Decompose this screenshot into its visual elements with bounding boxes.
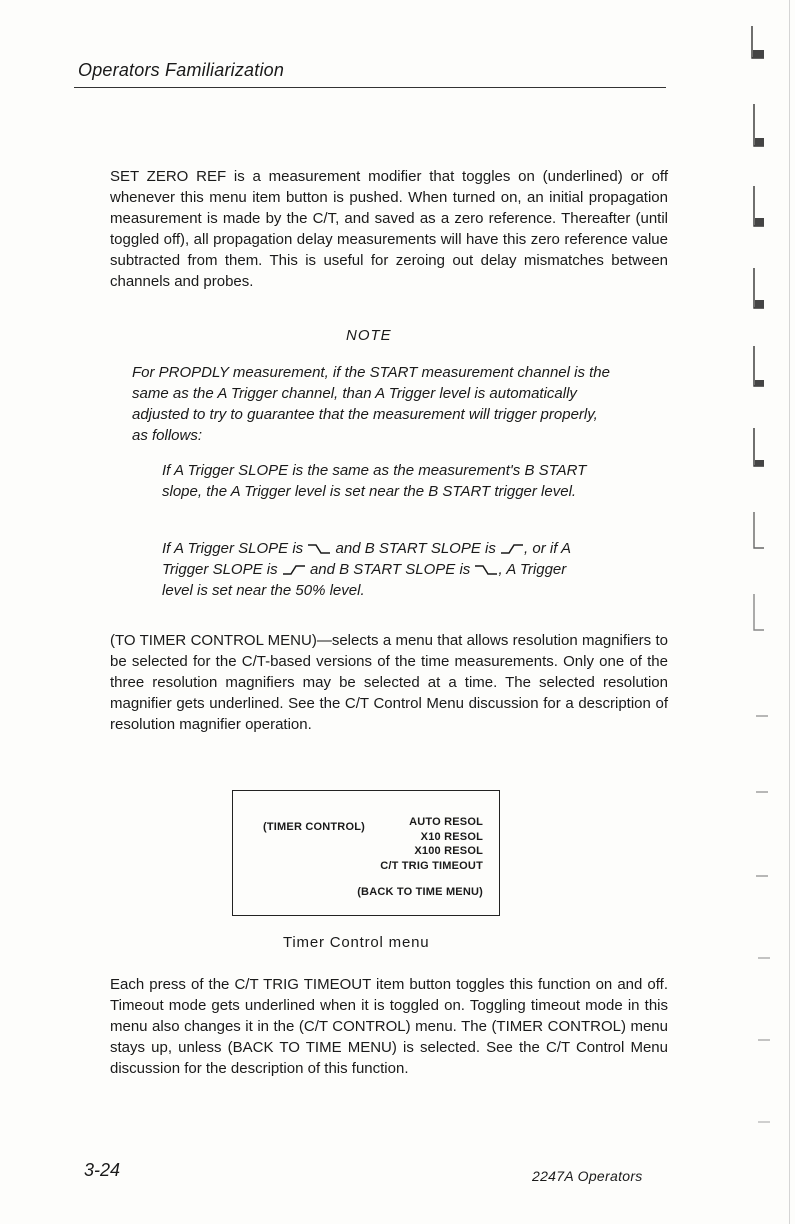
tab-fill-1 <box>753 50 764 58</box>
rising-edge-icon <box>500 543 524 555</box>
menu-spacer <box>357 873 483 885</box>
header-rule <box>74 87 666 88</box>
section-header-title: Operators Familiarization <box>78 60 285 80</box>
paragraph-set-zero-ref: SET ZERO REF is a measurement modifier that toggles on (underlined) or off whenever this menu item button is pushed. When turned on, an initial propagation measurement is made by the C/T, and saved as a zero reference. Thereafter (until toggled off), all propagation delay measurements will have this zero reference value subtracted from them. This is useful for zeroing out delay mismatches between channels and probes. <box>110 168 668 290</box>
note-item-same-slope: If A Trigger SLOPE is the same as the measurement's B START slope, the A Trigger level is set near the B START trigger level. <box>162 462 587 500</box>
tab-fill-6 <box>755 460 764 466</box>
timer-control-menu-figure <box>232 790 500 916</box>
falling-edge-icon <box>307 543 331 555</box>
note-item2-text-2: and B START SLOPE is <box>335 540 496 557</box>
note-item2-text-3: , or if A Trigger SLOPE is <box>162 540 571 578</box>
note-item2-text-4: and B START SLOPE is <box>309 561 471 578</box>
note-body: For PROPDLY measurement, if the START measurement channel is the same as the A Trigger channel, than A Trigger level is automatically adjusted to try to guarantee that the measurement will trigger properly, as follows: <box>132 364 610 444</box>
paragraph-timer-control-menu: (TO TIMER CONTROL MENU)—selects a menu that allows resolution magnifiers to be selected for the C/T-based versions of the time measurements. Only one of the three resolution magnifiers may be selected at a time. The selected resolution magnifier gets underlined. See the C/T Control Menu discussion for a description of resolution magnifier operation. <box>110 632 668 733</box>
menu-item-auto-resol: AUTO RESOL <box>409 816 483 828</box>
menu-item-x10-resol: X10 RESOL <box>420 830 483 843</box>
figure-caption: Timer Control menu <box>283 934 430 951</box>
menu-item-list <box>357 815 483 900</box>
note-heading: NOTE <box>346 327 392 344</box>
menu-item-back-to-time-menu: (BACK TO TIME MENU) <box>357 886 483 898</box>
tab-fill-4 <box>755 300 764 308</box>
tab-fill-5 <box>755 380 764 386</box>
menu-item-ct-trig-timeout: C/T TRIG TIMEOUT <box>380 859 483 872</box>
paragraph-trig-timeout: Each press of the C/T TRIG TIMEOUT item button toggles this function on and off. Timeout mode gets underlined when it is toggled on. Toggling timeout mode in this menu also changes it in the (C/T CONTROL) menu. The (TIMER CONTROL) menu stays up, unless (BACK TO TIME MENU) is selected. See the C/T Control Menu discussion for the description of this function. <box>110 976 668 1077</box>
note-item-opposite-slope <box>162 538 594 601</box>
tab-mark-8 <box>754 594 764 630</box>
note-item2-text-5: , A Trigger level is set near the 50% level. <box>162 561 567 599</box>
falling-edge-icon <box>474 564 498 576</box>
note-item2-text-1: If A Trigger SLOPE is <box>162 540 304 557</box>
page-number: 3-24 <box>84 1160 121 1180</box>
tab-fill-3 <box>755 218 764 226</box>
tab-fill-2 <box>755 138 764 146</box>
binder-tab-marks <box>744 0 774 1224</box>
tab-mark-7 <box>754 512 764 548</box>
menu-item-x100-resol: X100 RESOL <box>414 845 483 857</box>
menu-title-label: (TIMER CONTROL) <box>263 821 365 833</box>
page-edge-line <box>789 0 790 1224</box>
rising-edge-icon <box>282 564 306 576</box>
document-title: 2247A Operators <box>532 1168 643 1184</box>
